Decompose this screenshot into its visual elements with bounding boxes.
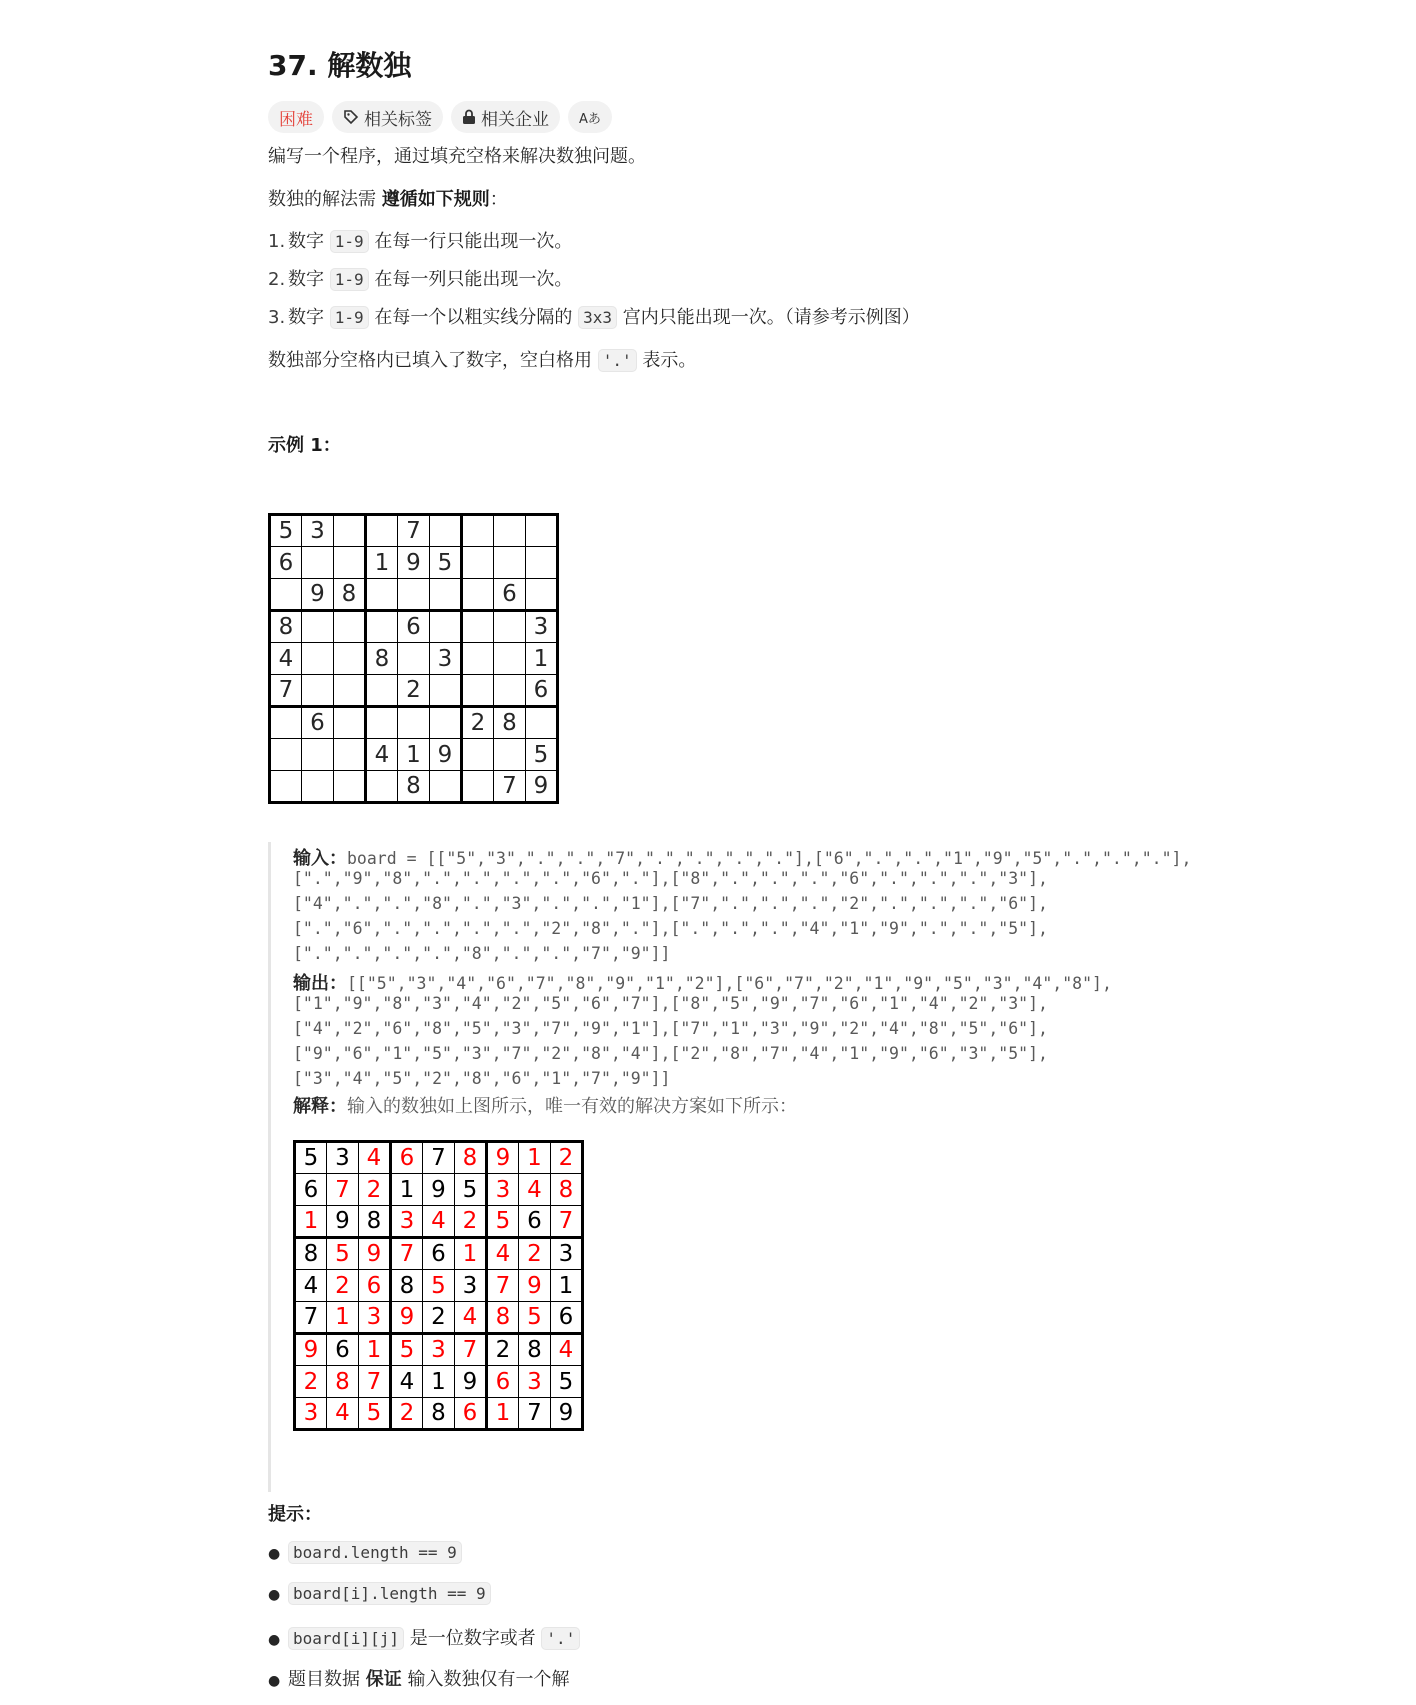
grid-cell: 1 xyxy=(526,643,558,675)
grid-cell: 8 xyxy=(334,579,366,611)
grid-cell: 9 xyxy=(398,547,430,579)
grid-cell xyxy=(366,675,398,707)
grid-cell: 7 xyxy=(494,771,526,803)
grid-cell: 3 xyxy=(551,1238,583,1270)
grid-cell xyxy=(366,515,398,547)
grid-cell: 5 xyxy=(327,1238,359,1270)
input-label: 输入： xyxy=(293,848,347,869)
rule-mid: 在每一个以粗实线分隔的 xyxy=(368,307,579,328)
rule-post: 宫内只能出现一次。（请参考示例图） xyxy=(617,307,920,328)
grid-cell: 6 xyxy=(526,675,558,707)
problem-title: 37. 解数独 xyxy=(268,49,412,82)
rules-prefix: 数独的解法需 xyxy=(268,189,382,210)
grid-cell xyxy=(302,771,334,803)
hint-code: board.length == 9 xyxy=(288,1541,462,1564)
grid-cell xyxy=(302,739,334,771)
grid-cell xyxy=(462,675,494,707)
grid-cell: 2 xyxy=(398,675,430,707)
grid-cell: 7 xyxy=(487,1270,519,1302)
hint-pre: 题目数据 xyxy=(288,1669,366,1690)
grid-cell xyxy=(334,515,366,547)
grid-cell: 3 xyxy=(519,1366,551,1398)
rule-post: 在每一列只能出现一次。 xyxy=(368,269,573,290)
grid-row xyxy=(270,611,558,643)
grid-cell: 9 xyxy=(487,1142,519,1174)
grid-cell: 2 xyxy=(487,1334,519,1366)
grid-cell: 9 xyxy=(551,1398,583,1430)
grid-row xyxy=(295,1270,583,1302)
blank-pre: 数独部分空格内已填入了数字，空白格用 xyxy=(268,350,598,371)
grid-row xyxy=(270,707,558,739)
grid-cell xyxy=(334,771,366,803)
rules-intro xyxy=(268,185,508,211)
grid-row xyxy=(295,1238,583,1270)
intro-text: 编写一个程序，通过填充空格来解决数独问题。 xyxy=(268,146,646,167)
grid-row xyxy=(295,1174,583,1206)
grid-cell xyxy=(366,611,398,643)
grid-cell: 4 xyxy=(519,1174,551,1206)
grid-cell: 3 xyxy=(487,1174,519,1206)
grid-cell: 6 xyxy=(398,611,430,643)
grid-row xyxy=(270,643,558,675)
output-line-text: [["5","3","4","6","7","8","9","1","2"],["6","7","2","1","9","5","3","4","8"], xyxy=(347,974,1112,993)
grid-cell: 6 xyxy=(327,1334,359,1366)
grid-cell xyxy=(334,611,366,643)
grid-cell xyxy=(398,579,430,611)
grid-cell: 7 xyxy=(327,1174,359,1206)
rule-number: 3. xyxy=(268,307,286,328)
hint-text: 是一位数字或者 xyxy=(403,1628,542,1649)
grid-cell xyxy=(398,643,430,675)
grid-cell: 2 xyxy=(359,1174,391,1206)
grid-cell: 3 xyxy=(430,643,462,675)
grid-row xyxy=(270,579,558,611)
grid-cell xyxy=(462,739,494,771)
grid-row xyxy=(270,739,558,771)
grid-cell: 6 xyxy=(270,547,302,579)
grid-cell xyxy=(334,739,366,771)
output-line: ["4","2","6","8","5","3","7","9","1"],["7","1","3","9","2","4","8","5","6"], xyxy=(293,1019,1048,1038)
blank-note xyxy=(268,346,696,372)
grid-cell xyxy=(302,611,334,643)
grid-cell: 5 xyxy=(423,1270,455,1302)
rule-code: 1-9 xyxy=(330,306,369,329)
grid-cell xyxy=(270,579,302,611)
grid-cell xyxy=(430,675,462,707)
grid-cell: 9 xyxy=(455,1366,487,1398)
grid-row xyxy=(270,547,558,579)
grid-row xyxy=(295,1302,583,1334)
grid-cell: 4 xyxy=(359,1142,391,1174)
tag-icon xyxy=(343,109,359,125)
grid-cell xyxy=(494,611,526,643)
topics-tag-label: 相关标签 xyxy=(364,109,432,130)
grid-cell: 2 xyxy=(327,1270,359,1302)
grid-cell: 3 xyxy=(423,1334,455,1366)
grid-cell: 6 xyxy=(487,1366,519,1398)
grid-cell xyxy=(270,707,302,739)
output-line: ["1","9","8","3","4","2","5","6","7"],["8","5","9","7","6","1","4","2","3"], xyxy=(293,994,1048,1013)
grid-row xyxy=(295,1142,583,1174)
grid-cell: 9 xyxy=(327,1206,359,1238)
bullet-icon: ● xyxy=(268,1632,281,1648)
bullet-icon: ● xyxy=(268,1546,281,1562)
rule-pre: 数字 xyxy=(288,307,330,328)
rule-number: 1. xyxy=(268,231,286,252)
grid-cell xyxy=(366,707,398,739)
grid-cell xyxy=(334,547,366,579)
grid-cell: 7 xyxy=(551,1206,583,1238)
grid-row xyxy=(270,675,558,707)
input-line: [".","9","8",".",".",".",".","6","."],["8",".",".",".","6",".",".",".","3"], xyxy=(293,869,1048,888)
grid-row xyxy=(270,515,558,547)
grid-cell: 4 xyxy=(295,1270,327,1302)
grid-cell xyxy=(462,611,494,643)
grid-cell xyxy=(334,675,366,707)
grid-cell: 4 xyxy=(327,1398,359,1430)
input-line xyxy=(293,844,1191,870)
grid-cell: 3 xyxy=(295,1398,327,1430)
grid-cell: 2 xyxy=(295,1366,327,1398)
bullet-icon: ● xyxy=(268,1587,281,1603)
grid-cell: 5 xyxy=(430,547,462,579)
grid-cell: 5 xyxy=(519,1302,551,1334)
grid-cell: 8 xyxy=(455,1142,487,1174)
grid-cell: 6 xyxy=(494,579,526,611)
grid-cell: 7 xyxy=(359,1366,391,1398)
grid-cell xyxy=(302,547,334,579)
grid-cell xyxy=(494,515,526,547)
rule-item xyxy=(268,303,920,329)
grid-cell: 6 xyxy=(295,1174,327,1206)
grid-cell: 1 xyxy=(551,1270,583,1302)
rule-item xyxy=(268,265,572,291)
grid-cell: 5 xyxy=(455,1174,487,1206)
grid-cell: 5 xyxy=(270,515,302,547)
grid-cell: 8 xyxy=(270,611,302,643)
grid-cell: 4 xyxy=(423,1206,455,1238)
grid-cell: 1 xyxy=(487,1398,519,1430)
grid-row xyxy=(295,1366,583,1398)
hint-item xyxy=(268,1583,491,1604)
grid-cell: 8 xyxy=(391,1270,423,1302)
grid-cell: 8 xyxy=(327,1366,359,1398)
grid-cell: 7 xyxy=(519,1398,551,1430)
grid-cell: 9 xyxy=(391,1302,423,1334)
grid-cell: 2 xyxy=(455,1206,487,1238)
rule-code: 1-9 xyxy=(330,230,369,253)
translate-button[interactable] xyxy=(568,101,612,133)
bullet-icon: ● xyxy=(268,1673,281,1689)
rules-bold: 遵循如下规则 xyxy=(381,189,490,210)
grid-cell: 8 xyxy=(366,643,398,675)
grid-cell: 7 xyxy=(423,1142,455,1174)
grid-cell xyxy=(494,643,526,675)
grid-cell: 9 xyxy=(423,1174,455,1206)
solution-grid xyxy=(293,1140,584,1431)
grid-cell: 3 xyxy=(359,1302,391,1334)
grid-cell: 8 xyxy=(295,1238,327,1270)
grid-cell: 6 xyxy=(455,1398,487,1430)
grid-cell: 4 xyxy=(391,1366,423,1398)
grid-row xyxy=(295,1398,583,1430)
explain-text: 输入的数独如上图所示，唯一有效的解决方案如下所示： xyxy=(347,1096,797,1117)
grid-cell: 2 xyxy=(551,1142,583,1174)
tag-bar xyxy=(268,101,612,133)
grid-cell: 8 xyxy=(423,1398,455,1430)
grid-cell: 6 xyxy=(391,1142,423,1174)
grid-cell: 1 xyxy=(519,1142,551,1174)
grid-cell: 8 xyxy=(487,1302,519,1334)
grid-cell: 9 xyxy=(302,579,334,611)
example-heading: 示例 1： xyxy=(268,435,341,456)
output-line: ["3","4","5","2","8","6","1","7","9"]] xyxy=(293,1069,671,1088)
grid-cell xyxy=(526,579,558,611)
companies-tag-button[interactable] xyxy=(451,101,560,133)
grid-cell xyxy=(334,643,366,675)
grid-cell xyxy=(398,707,430,739)
grid-cell: 6 xyxy=(359,1270,391,1302)
input-line: [".",".",".",".","8",".",".","7","9"]] xyxy=(293,944,671,963)
input-line: ["4",".",".","8",".","3",".",".","1"],["7",".",".",".","2",".",".",".","6"], xyxy=(293,894,1048,913)
topics-tag-button[interactable] xyxy=(332,101,443,133)
grid-cell: 7 xyxy=(398,515,430,547)
grid-cell: 9 xyxy=(519,1270,551,1302)
grid-cell xyxy=(526,707,558,739)
grid-cell: 7 xyxy=(391,1238,423,1270)
grid-cell: 8 xyxy=(551,1174,583,1206)
grid-cell xyxy=(270,771,302,803)
grid-cell: 7 xyxy=(295,1302,327,1334)
blank-code: '.' xyxy=(598,349,637,372)
grid-cell: 4 xyxy=(455,1302,487,1334)
grid-cell xyxy=(430,515,462,547)
grid-cell: 1 xyxy=(295,1206,327,1238)
grid-cell: 1 xyxy=(359,1334,391,1366)
grid-cell: 8 xyxy=(359,1206,391,1238)
hint-code: board[i][j] xyxy=(288,1627,404,1650)
grid-cell: 3 xyxy=(391,1206,423,1238)
grid-cell: 1 xyxy=(366,547,398,579)
puzzle-grid xyxy=(268,513,559,804)
grid-cell: 1 xyxy=(327,1302,359,1334)
grid-cell: 6 xyxy=(519,1206,551,1238)
grid-cell: 5 xyxy=(391,1334,423,1366)
grid-cell: 2 xyxy=(462,707,494,739)
hint-bold: 保证 xyxy=(365,1669,402,1690)
rule-code-box: 3x3 xyxy=(578,306,617,329)
grid-cell xyxy=(526,515,558,547)
grid-cell xyxy=(462,579,494,611)
grid-row xyxy=(295,1206,583,1238)
grid-cell: 2 xyxy=(423,1302,455,1334)
grid-cell xyxy=(270,739,302,771)
grid-cell: 3 xyxy=(455,1270,487,1302)
grid-cell: 4 xyxy=(551,1334,583,1366)
hint-text: 输入数独仅有一个解 xyxy=(401,1669,570,1690)
grid-cell: 9 xyxy=(526,771,558,803)
hint-code-dot: '.' xyxy=(541,1627,580,1650)
hints-heading: 提示： xyxy=(268,1504,322,1525)
output-label: 输出： xyxy=(293,973,347,994)
grid-cell: 8 xyxy=(494,707,526,739)
grid-cell: 1 xyxy=(398,739,430,771)
grid-cell xyxy=(494,675,526,707)
explain-label: 解释： xyxy=(293,1096,347,1117)
grid-cell xyxy=(302,675,334,707)
rule-item xyxy=(268,227,572,253)
grid-cell: 2 xyxy=(391,1398,423,1430)
grid-cell: 8 xyxy=(519,1334,551,1366)
grid-cell: 6 xyxy=(302,707,334,739)
grid-cell: 9 xyxy=(430,739,462,771)
grid-cell: 2 xyxy=(519,1238,551,1270)
grid-cell: 7 xyxy=(455,1334,487,1366)
lock-icon xyxy=(462,109,476,125)
grid-cell: 1 xyxy=(455,1238,487,1270)
grid-cell xyxy=(526,547,558,579)
grid-cell xyxy=(366,579,398,611)
grid-row xyxy=(270,771,558,803)
grid-row xyxy=(295,1334,583,1366)
grid-cell xyxy=(430,771,462,803)
grid-cell xyxy=(302,643,334,675)
grid-cell: 4 xyxy=(270,643,302,675)
grid-cell: 1 xyxy=(391,1174,423,1206)
grid-cell: 5 xyxy=(487,1206,519,1238)
grid-cell: 8 xyxy=(398,771,430,803)
grid-cell xyxy=(494,547,526,579)
grid-cell: 7 xyxy=(270,675,302,707)
companies-tag-label: 相关企业 xyxy=(481,109,549,130)
grid-cell xyxy=(462,771,494,803)
rules-suffix: ： xyxy=(489,189,508,210)
grid-cell xyxy=(462,643,494,675)
grid-cell xyxy=(366,771,398,803)
grid-cell: 6 xyxy=(423,1238,455,1270)
grid-cell xyxy=(430,611,462,643)
grid-cell: 1 xyxy=(423,1366,455,1398)
hint-item xyxy=(268,1665,569,1691)
grid-cell xyxy=(462,547,494,579)
grid-cell xyxy=(462,515,494,547)
grid-cell: 3 xyxy=(302,515,334,547)
hint-item xyxy=(268,1624,580,1650)
explanation xyxy=(293,1092,797,1118)
rule-code: 1-9 xyxy=(330,268,369,291)
input-line-text: board = [["5","3",".",".","7",".",".",".","."],["6",".",".","1","9","5",".",".","."], xyxy=(347,849,1192,868)
blank-post: 表示。 xyxy=(636,350,697,371)
rule-pre: 数字 xyxy=(288,231,330,252)
output-line xyxy=(293,969,1112,995)
translate-icon: Aあ xyxy=(579,111,601,127)
rule-pre: 数字 xyxy=(288,269,330,290)
grid-cell xyxy=(430,579,462,611)
rule-number: 2. xyxy=(268,269,286,290)
difficulty-badge[interactable]: 困难 xyxy=(268,101,324,133)
hint-item xyxy=(268,1542,462,1563)
example-block xyxy=(268,842,1271,1492)
input-line: [".","6",".",".",".",".","2","8","."],[".",".",".","4","1","9",".",".","5"], xyxy=(293,919,1048,938)
output-line: ["9","6","1","5","3","7","2","8","4"],["2","8","7","4","1","9","6","3","5"], xyxy=(293,1044,1048,1063)
grid-cell xyxy=(430,707,462,739)
grid-cell: 5 xyxy=(526,739,558,771)
grid-cell: 9 xyxy=(295,1334,327,1366)
grid-cell: 9 xyxy=(359,1238,391,1270)
grid-cell: 5 xyxy=(295,1142,327,1174)
grid-cell: 3 xyxy=(526,611,558,643)
grid-cell: 4 xyxy=(366,739,398,771)
grid-cell: 6 xyxy=(551,1302,583,1334)
grid-cell: 3 xyxy=(327,1142,359,1174)
grid-cell: 4 xyxy=(487,1238,519,1270)
grid-cell: 5 xyxy=(551,1366,583,1398)
rule-post: 在每一行只能出现一次。 xyxy=(368,231,573,252)
hint-code: board[i].length == 9 xyxy=(288,1582,491,1605)
grid-cell xyxy=(494,739,526,771)
grid-cell: 5 xyxy=(359,1398,391,1430)
grid-cell xyxy=(334,707,366,739)
